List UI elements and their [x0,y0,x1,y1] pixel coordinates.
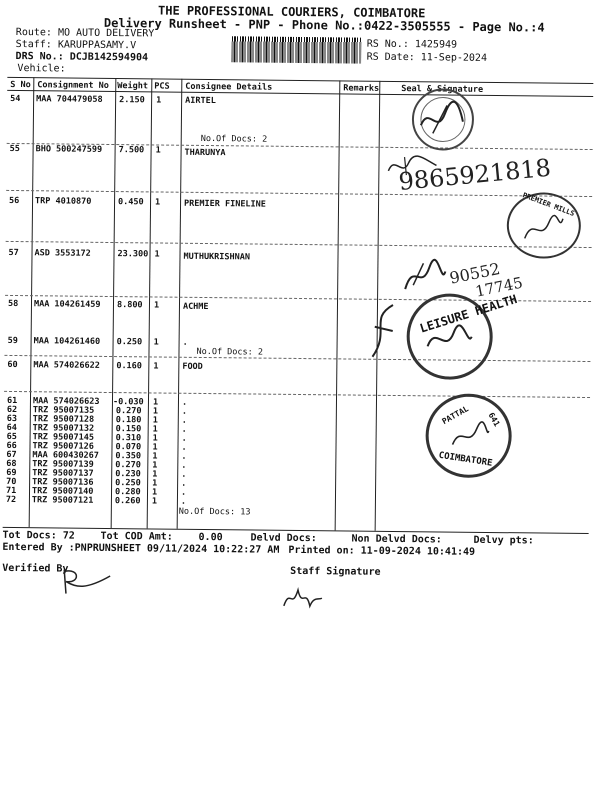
row-pcs: 1 [152,397,159,408]
row-consignee: AIRTEL [185,95,216,107]
row-weight: 0.160 [116,361,142,372]
row-consignee: ACHME [182,301,209,313]
row-pcs: 1 [152,433,158,444]
row-consignment: BHO 500247599 [35,144,103,155]
row-consignee: . [181,406,188,417]
row-pcs: 1 [153,300,160,311]
col-header-consignee: Consignee Details [185,81,273,93]
row-sno: 72 [5,494,17,506]
leisure-health-text: LEISURE HEALTH [418,291,519,336]
row-consignment: TRZ 95007126 [32,441,94,452]
entered-by: Entered By :PNPRUNSHEET 09/11/2024 10:22:27 AM [2,541,280,556]
row-pcs: 1 [156,95,162,106]
row-pcs: 1 [152,442,158,453]
rs-number: RS No.: 1425949 [366,38,458,51]
row-sno: 67 [6,449,17,461]
staff-label: Staff: KARUPPASAMY.V [15,39,137,52]
col-header-weight: Weight [117,81,149,92]
row-consignment: ASD 3553172 [34,248,91,259]
row-consignee: . [181,469,187,480]
row-weight: 0.230 [115,469,141,480]
row-consignment: TRZ 95007135 [32,405,95,416]
row-weight: 0.250 [115,478,141,489]
col-header-pcs: PCS [154,81,170,92]
row-pcs: 1 [152,415,158,426]
row-weight: 0.450 [118,197,144,208]
row-weight: 0.270 [115,460,141,471]
row-consignment: MAA 574026623 [32,396,100,407]
row-consignee: . [181,424,187,435]
row-consignment: MAA 704479058 [36,94,103,105]
row-sno: 69 [6,467,17,479]
row-sno: 55 [9,143,20,155]
company-name: THE PROFESSIONAL COURIERS, COIMBATORE [157,3,426,21]
row-pcs: 1 [152,451,158,462]
row-pcs: 1 [152,478,158,489]
leisure-signature [423,322,475,359]
handwritten-phone-part2: 17745 [473,273,525,301]
row-pcs: 1 [152,424,158,435]
muthukrishnan-signature [399,255,449,298]
col-divider [335,80,341,530]
total-cod-value: 0.00 [198,531,223,544]
row-weight: 0.260 [114,496,141,507]
row-consignee: . [181,442,187,453]
row-consignee: . [181,478,187,489]
row-consignment: TRZ 95007145 [32,432,95,443]
row-sno: 70 [6,476,17,488]
row-consignment: TRZ 95007139 [32,459,94,470]
verified-signature [56,563,116,598]
row-pcs: 1 [152,406,159,417]
premier-mills-stamp [506,192,581,259]
row-consignee: . [181,415,187,426]
coimbatore-stamp-text: COIMBATORE [437,450,494,469]
col-header-consignment: Consignment No [37,80,109,91]
route-label: Route: MO AUTO DELIVERY [15,27,155,40]
coimbatore-stamp [425,393,512,478]
row-consignee: . [180,496,187,507]
row-weight: 0.180 [115,415,142,426]
row-weight: 0.310 [115,433,142,444]
row-weight: 0.270 [115,406,142,417]
row-pcs: 1 [154,249,160,260]
row-pcs: 1 [155,145,161,156]
row-sno: 62 [6,404,18,416]
row-consignee: THARUNYA [184,147,226,159]
row-consignment: TRZ 95007121 [31,495,94,506]
row-consignment: MAA 104261459 [33,299,101,310]
row-sno: 65 [6,431,17,443]
delivered-docs: Delvd Docs: [250,532,317,545]
row-sno: 71 [5,485,17,497]
col-header-seal: Seal & Signature [401,84,484,95]
row-weight: 0.070 [115,442,142,453]
row-consignee: . [181,433,187,444]
row-consignee: . [180,487,187,498]
row-sno: 66 [6,440,17,452]
row-consignee: . [181,460,187,471]
row-consignee: . [181,397,188,408]
row-consignment: TRZ 95007128 [32,414,95,425]
row-consignment: MAA 600430267 [32,450,99,461]
row-consignment: MAA 574026622 [33,360,100,371]
row-consignment: MAA 104261460 [33,336,101,347]
handwritten-phone: 9865921818 [397,153,553,196]
vehicle-label: Vehicle: [17,63,66,75]
row-sno: 54 [10,93,21,105]
leisure-health-stamp [406,291,519,380]
row-consignee: MUTHUKRISHNAN [183,251,251,263]
document-title: Delivery Runsheet - PNP - Phone No.:0422-3505555 - Page No.:4 [103,15,545,35]
handwritten-phone-part1: 90552 [447,258,502,288]
delivery-points: Delvy pts: [473,534,534,547]
row-pcs: 1 [151,496,158,507]
total-cod-label: Tot COD Amt: [100,530,173,543]
row-pcs: 1 [152,460,158,471]
row-consignment: TRZ 95007132 [32,423,95,434]
rs-date: RS Date: 11-Sep-2024 [366,51,488,64]
printed-on: Printed on: 11-09-2024 10:41:49 [288,544,476,558]
row-weight: 23.300 [117,249,149,260]
row-pcs: 1 [152,469,158,480]
barcode [232,36,362,63]
col-header-sno: S No [10,79,31,91]
staff-signature-label: Staff Signature [290,565,381,578]
airtel-signature-stamp [403,85,484,156]
drs-number: DRS No.: DCJB142594904 [15,51,149,64]
row-sno: 60 [7,359,18,371]
row-separator [6,190,592,197]
row-note: No.Of Docs: 2 [200,133,268,145]
row-consignee: PREMIER FINELINE [183,198,266,210]
row-consignee: . [182,337,188,348]
row-sno: 58 [7,298,19,310]
non-delivered-docs: Non Delvd Docs: [351,533,442,546]
row-sno: 68 [6,458,17,470]
coimbatore-stamp-top: PATTAL [440,404,471,427]
row-sno: 57 [8,247,19,259]
row-weight: 7.500 [118,145,145,156]
premier-mills-text: PREMIER MILLS [521,191,576,218]
row-consignment: TRZ 95007136 [32,477,94,488]
staff-signature [280,582,326,612]
row-sno: 64 [6,422,17,434]
row-note: No.Of Docs: 13 [178,506,251,518]
coimbatore-signature [446,421,490,451]
row-consignment: TRP 4010870 [35,196,92,207]
total-docs: Tot Docs: 72 [2,529,75,542]
row-sno: 59 [7,335,18,347]
row-consignee: . [181,451,187,462]
row-weight: 2.150 [119,95,145,106]
verified-by-label: Verified By [2,562,69,575]
row-pcs: 1 [153,361,159,372]
row-sno: 63 [6,413,18,425]
row-sno: 56 [9,195,20,207]
row-separator [6,241,592,248]
row-weight: 0.280 [114,487,141,498]
row-pcs: 1 [151,487,158,498]
row-weight: -0.030 [112,397,144,408]
row-note: No.Of Docs: 2 [196,346,264,358]
col-header-remarks: Remarks [343,83,380,94]
coimbatore-stamp-number: 641 [486,411,502,429]
row-consignee: FOOD [182,361,203,372]
row-sno: 61 [6,395,18,407]
row-weight: 0.350 [115,451,142,462]
row-pcs: 1 [155,197,161,208]
row-weight: 8.800 [116,300,143,311]
row-consignment: TRZ 95007140 [31,486,94,497]
row-pcs: 1 [153,337,159,348]
row-weight: 0.150 [115,424,142,435]
row-weight: 0.250 [116,337,143,348]
achme-signature [362,301,403,361]
premier-signature [521,212,565,246]
row-consignment: TRZ 95007137 [32,468,94,479]
